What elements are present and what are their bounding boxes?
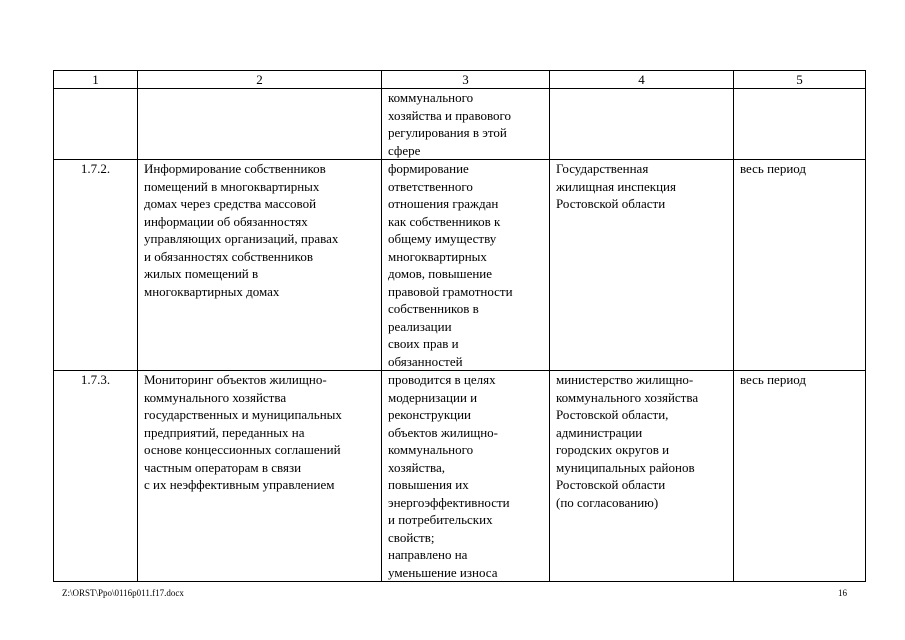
responsible-cell: министерство жилищно- коммунального хозяйства Ростовской области, администрации городских округов и муниципальных районов Ростовской области (по согласованию) — [550, 371, 734, 582]
goal-cell: коммунального хозяйства и правового регулирования в этой сфере — [382, 89, 550, 160]
period-cell: весь период — [734, 160, 866, 371]
measure-cell: Информирование собственников помещений в многоквартирных домах через средства массовой информации об обязанностях управляющих организаций, правах и обязанностях собственников жилых помещений в многоквартирных домах — [138, 160, 382, 371]
measure-cell: Мониторинг объектов жилищно- коммунального хозяйства государственных и муниципальных предприятий, переданных на основе концессионных соглашений частным операторам в связи с их неэффективным управлением — [138, 371, 382, 582]
column-header-3: 3 — [382, 71, 550, 89]
measures-table — [53, 70, 866, 582]
column-header-5: 5 — [734, 71, 866, 89]
goal-cell: проводится в целях модернизации и реконструкции объектов жилищно- коммунального хозяйства, повышения их энергоэффективности и потребительских свойств; направлено на уменьшение износа — [382, 371, 550, 582]
table-row — [54, 160, 866, 371]
column-header-1: 1 — [54, 71, 138, 89]
page-number: 16 — [838, 588, 847, 598]
column-header-4: 4 — [550, 71, 734, 89]
table-row — [54, 371, 866, 582]
footer-file-path: Z:\ORST\Ppo\0116p011.f17.docx — [62, 588, 184, 598]
column-header-2: 2 — [138, 71, 382, 89]
period-cell — [734, 89, 866, 160]
responsible-cell: Государственная жилищная инспекция Ростовской области — [550, 160, 734, 371]
row-number-cell — [54, 89, 138, 160]
responsible-cell — [550, 89, 734, 160]
goal-cell: формирование ответственного отношения граждан как собственников к общему имуществу многоквартирных домов, повышение правовой грамотности собственников в реализации своих прав и обязанностей — [382, 160, 550, 371]
table-row — [54, 89, 866, 160]
period-cell: весь период — [734, 371, 866, 582]
table-header-row — [54, 71, 866, 89]
row-number-cell: 1.7.3. — [54, 371, 138, 582]
row-number-cell: 1.7.2. — [54, 160, 138, 371]
measure-cell — [138, 89, 382, 160]
